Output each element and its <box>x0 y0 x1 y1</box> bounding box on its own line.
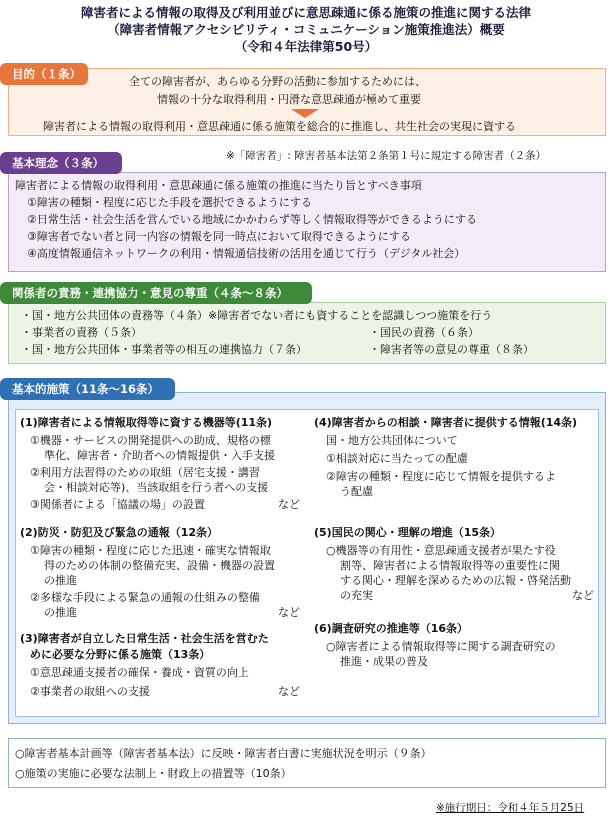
principle-item-1: ①障害の種類・程度に応じた手段を選択できるようにする <box>27 196 312 209</box>
measure-5-line: する関心・理解を深めるための広報・啓発活動 <box>340 574 571 587</box>
principle-item-2: ②日常生活・社会生活を営んでいる地域にかかわらず等しく情報取得等ができるようにする <box>27 213 477 226</box>
purpose-box <box>8 68 606 136</box>
measure-1-line: ③関係者による「協議の場」の設置 <box>30 498 205 511</box>
measure-3-line: ②事業者の取組への支援 <box>30 685 150 698</box>
definition-note: ※「障害者」: 障害者基本法第２条第１号に規定する障害者（２条） <box>226 150 547 162</box>
principle-item-4: ④高度情報通信ネットワークの利用・情報通信技術の活用を通じて行う（デジタル社会） <box>27 247 466 260</box>
basic-measures-box <box>8 392 606 724</box>
measure-2-line: 得のための体制の整備充実、設備・機器の設置 <box>44 559 275 572</box>
measure-4-line: 国・地方公共団体について <box>326 434 458 447</box>
measure-1-heading: (1)障害者による情報取得等に資する機器等(11条) <box>20 416 273 429</box>
measure-4-heading: (4)障害者からの相談・障害者に提供する情報(14条) <box>314 416 578 429</box>
measure-1-line: 会・相談対応等)、当該取組を行う者への支援 <box>44 481 269 494</box>
title-line-3: （令和４年法律第50号） <box>234 39 378 54</box>
measure-6-heading: (6)調査研究の推進等（16条） <box>314 622 469 635</box>
measure-4-line: ①相談対応に当たっての配慮 <box>326 452 468 465</box>
bottom-line-1: ○障害者基本計画等（障害者基本法）に反映・障害者白書に実施状況を明示（９条） <box>15 747 432 760</box>
basic-measures-inner <box>15 409 599 717</box>
measure-2-line: ②多様な手段による緊急の通報の仕組みの整備 <box>30 591 260 604</box>
measure-3-etc: など <box>278 685 300 698</box>
measure-2-etc: など <box>278 606 300 619</box>
purpose-text-1: 全ての障害者が、あらゆる分野の活動に参加するためには、 <box>129 75 426 88</box>
measure-5-line: 割等、障害者による情報取得等の重要性に関 <box>340 559 560 572</box>
duties-row-3-right: ・障害者等の意見の尊重（８条） <box>369 343 534 356</box>
document-title <box>0 4 612 55</box>
measure-5-line: の充実 <box>340 589 373 602</box>
measure-5-heading: (5)国民の関心・理解の増進（15条） <box>314 526 502 539</box>
duties-label: 関係者の責務・連携協力・意見の尊重（４条～８条） <box>0 282 312 304</box>
principle-item-3: ③障害者でない者と同一内容の情報を同一時点において取得できるようにする <box>27 230 411 243</box>
title-line-2: （障害者情報アクセシビリティ・コミュニケーション施策推進法）概要 <box>107 22 505 37</box>
bottom-box <box>8 738 606 788</box>
measure-6-line: 推進・成果の普及 <box>340 655 428 668</box>
principles-intro: 障害者による情報の取得利用・意思疎通に係る施策の推進に当たり旨とすべき事項 <box>15 179 422 192</box>
measure-2-heading: (2)防災・防犯及び緊急の通報（12条） <box>20 526 219 539</box>
purpose-text-2: 情報の十分な取得利用・円滑な意思疎通が極めて重要 <box>157 93 421 106</box>
principles-label: 基本理念（３条） <box>0 152 122 174</box>
bottom-line-2: ○施策の実施に必要な法制上・財政上の措置等（10条） <box>15 767 292 780</box>
measure-1-line: ①機器・サービスの開発提供への助成、規格の標 <box>30 434 271 447</box>
title-line-1: 障害者による情報の取得及び利用並びに意思疎通に係る施策の推進に関する法律 <box>80 5 531 20</box>
down-arrow-icon <box>291 109 319 118</box>
basic-measures-label: 基本的施策（11条～16条） <box>0 378 175 400</box>
duties-row-1: ・国・地方公共団体の責務等（４条）※障害者でない者にも資することを認識しつつ施策を行う <box>21 309 493 322</box>
effective-date: ※施行期日：令和４年５月25日 <box>436 802 585 814</box>
duties-box <box>8 302 606 364</box>
duties-row-2-right: ・国民の責務（６条） <box>369 326 479 339</box>
duties-row-2-left: ・事業者の責務（５条） <box>21 326 142 339</box>
measure-3-heading: (3)障害者が自立した日常生活・社会生活を営むた <box>20 632 269 645</box>
measure-4-line: ②障害の種類・程度に応じて情報を提供するよ <box>326 470 556 483</box>
measure-4-line: う配慮 <box>340 485 373 498</box>
measure-1-etc: など <box>278 498 300 511</box>
measure-6-line: ○障害者による情報取得等に関する調査研究の <box>326 640 556 653</box>
measure-2-line: の推進 <box>44 574 77 587</box>
purpose-text-3: 障害者による情報の取得利用・意思疎通に係る施策を総合的に推進し、共生社会の実現に資する <box>43 120 516 133</box>
principles-box <box>8 172 606 272</box>
measure-5-etc: など <box>572 589 594 602</box>
measure-2-line: ①障害の種類・程度に応じた迅速・確実な情報取 <box>30 544 271 557</box>
measure-1-line: ②利用方法習得のための取組（居宅支援・講習 <box>30 466 260 479</box>
purpose-label: 目的（１条） <box>0 63 88 85</box>
measure-1-line: 準化、障害者・介助者への情報提供・入手支援 <box>44 449 275 462</box>
measure-3-heading: めに必要な分野に係る施策（13条） <box>30 648 211 661</box>
measure-3-line: ①意思疎通支援者の確保・養成・資質の向上 <box>30 666 249 679</box>
measure-2-line: の推進 <box>44 606 77 619</box>
duties-row-3-left: ・国・地方公共団体・事業者等の相互の連携協力（７条） <box>21 343 307 356</box>
measure-5-line: ○機器等の有用性・意思疎通支援者が果たす役 <box>326 544 556 557</box>
